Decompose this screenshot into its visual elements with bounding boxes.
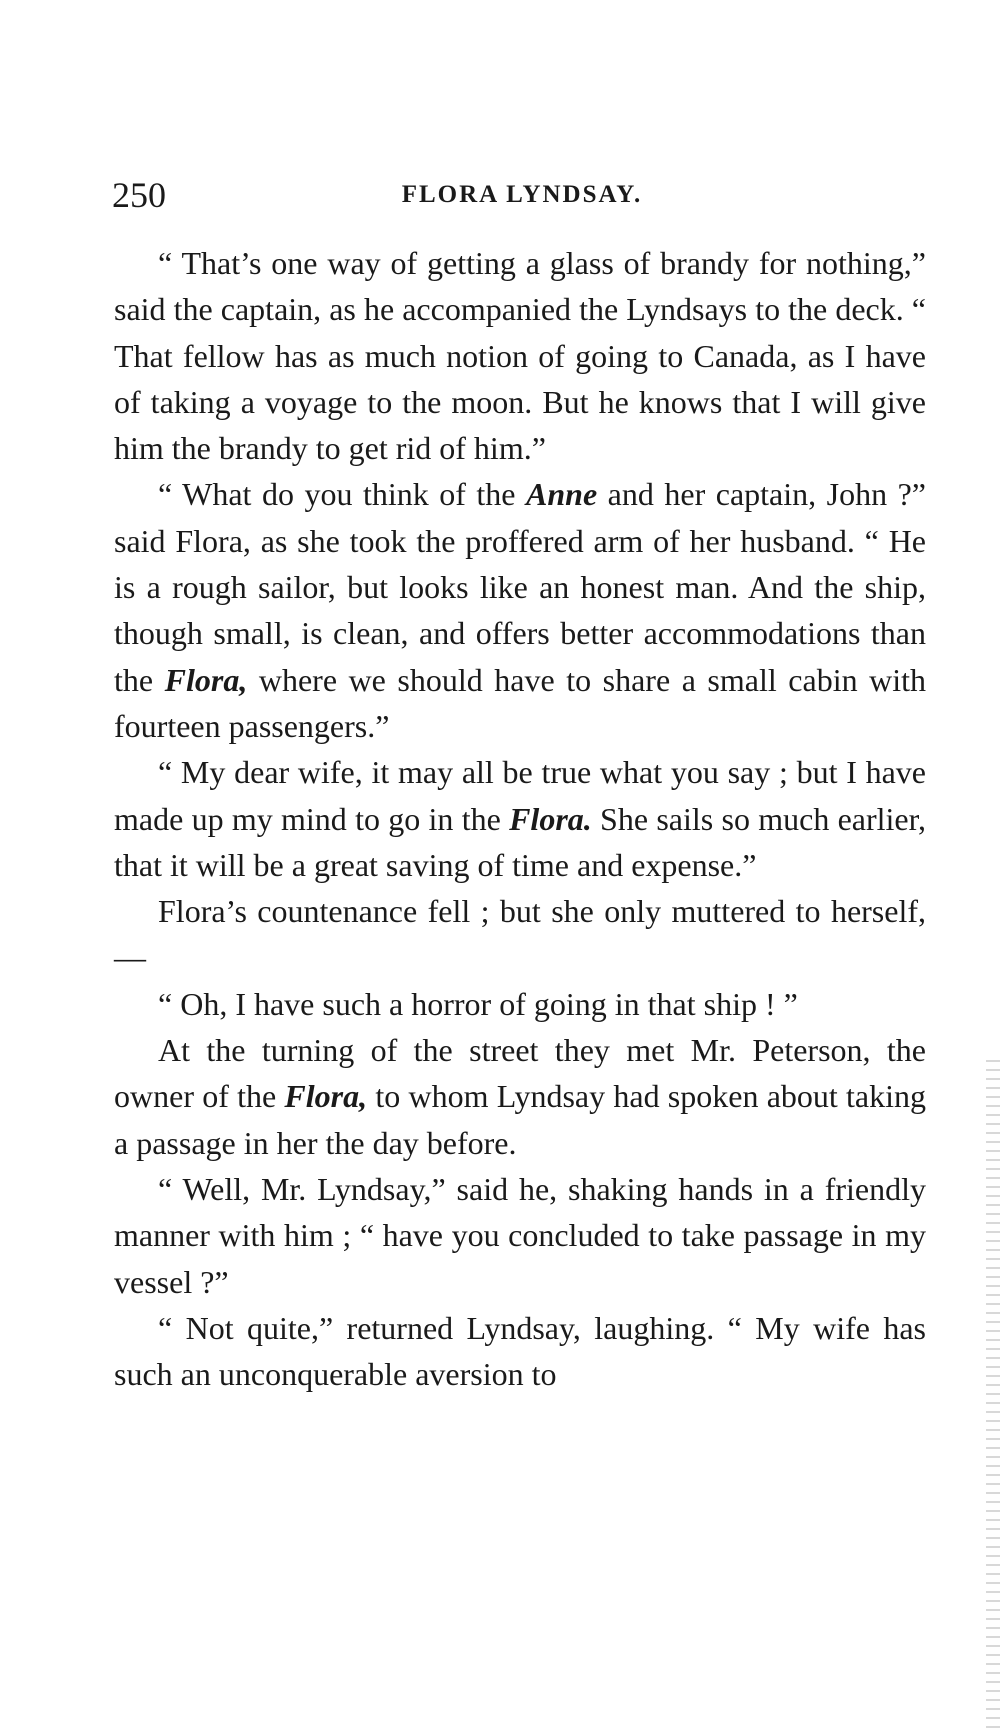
page-number: 250 — [112, 175, 166, 215]
text-run: where we should have to share a small cabin with fourteen passengers.” — [114, 661, 927, 744]
text-run: “ Not quite,” returned Lyndsay, laughing. “ My wife has such an unconquerable aversion to — [114, 1309, 926, 1393]
paragraph — [114, 749, 926, 888]
paragraph — [114, 471, 926, 749]
paragraph — [114, 1166, 926, 1305]
text-run: “ Well, Mr. Lyndsay,” said he, shaking hands in a friendly manner with him ; “ have you concluded to take passage in my vessel ?” — [114, 1170, 926, 1300]
ship-name: Flora, — [164, 661, 248, 698]
text-run: “ What do you think of the — [158, 476, 527, 513]
page-edge-shadow — [986, 1060, 1000, 1734]
page-header — [112, 170, 932, 220]
ship-name: Flora, — [284, 1078, 368, 1115]
text-run: “ That’s one way of getting a glass of brandy for nothing,” said the captain, as he accompanied the Lyndsays to the deck. “ That fellow has as much notion of going to Canada, as I have of taking a voyage to the moon. But he knows that I will give him the brandy to get rid of him.” — [114, 245, 926, 467]
text-run: Flora’s countenance fell ; but she only muttered to herself,— — [114, 893, 926, 976]
text-run: She sails so much earlier, that it will be a great saving of time and expense.” — [114, 800, 927, 883]
text-run: “ Oh, I have such a horror of going in that ship ! ” — [158, 985, 798, 1022]
text-run: to whom Lyndsay had spoken about taking a passage in her the day before. — [114, 1078, 927, 1161]
text-run: and her captain, John ?” said Flora, as she took the proffered arm of her husband. “ He is a rough sailor, but looks like an honest man. And the ship, though small, is clean, and offers better accommodations than the — [114, 476, 927, 698]
text-run: At the turning of the street they met Mr. Peterson, the owner of the — [114, 1032, 926, 1115]
paragraph — [114, 240, 926, 471]
body-text — [114, 240, 926, 1397]
paragraph — [114, 888, 926, 981]
ship-name: Anne — [526, 476, 598, 513]
text-run: “ My dear wife, it may all be true what you say ; but I have made up my mind to go in the — [114, 754, 926, 837]
paragraph — [114, 981, 926, 1027]
running-title: FLORA LYNDSAY. — [401, 181, 643, 208]
ship-name: Flora. — [509, 800, 592, 837]
paragraph — [114, 1027, 926, 1166]
paragraph — [114, 1305, 926, 1398]
